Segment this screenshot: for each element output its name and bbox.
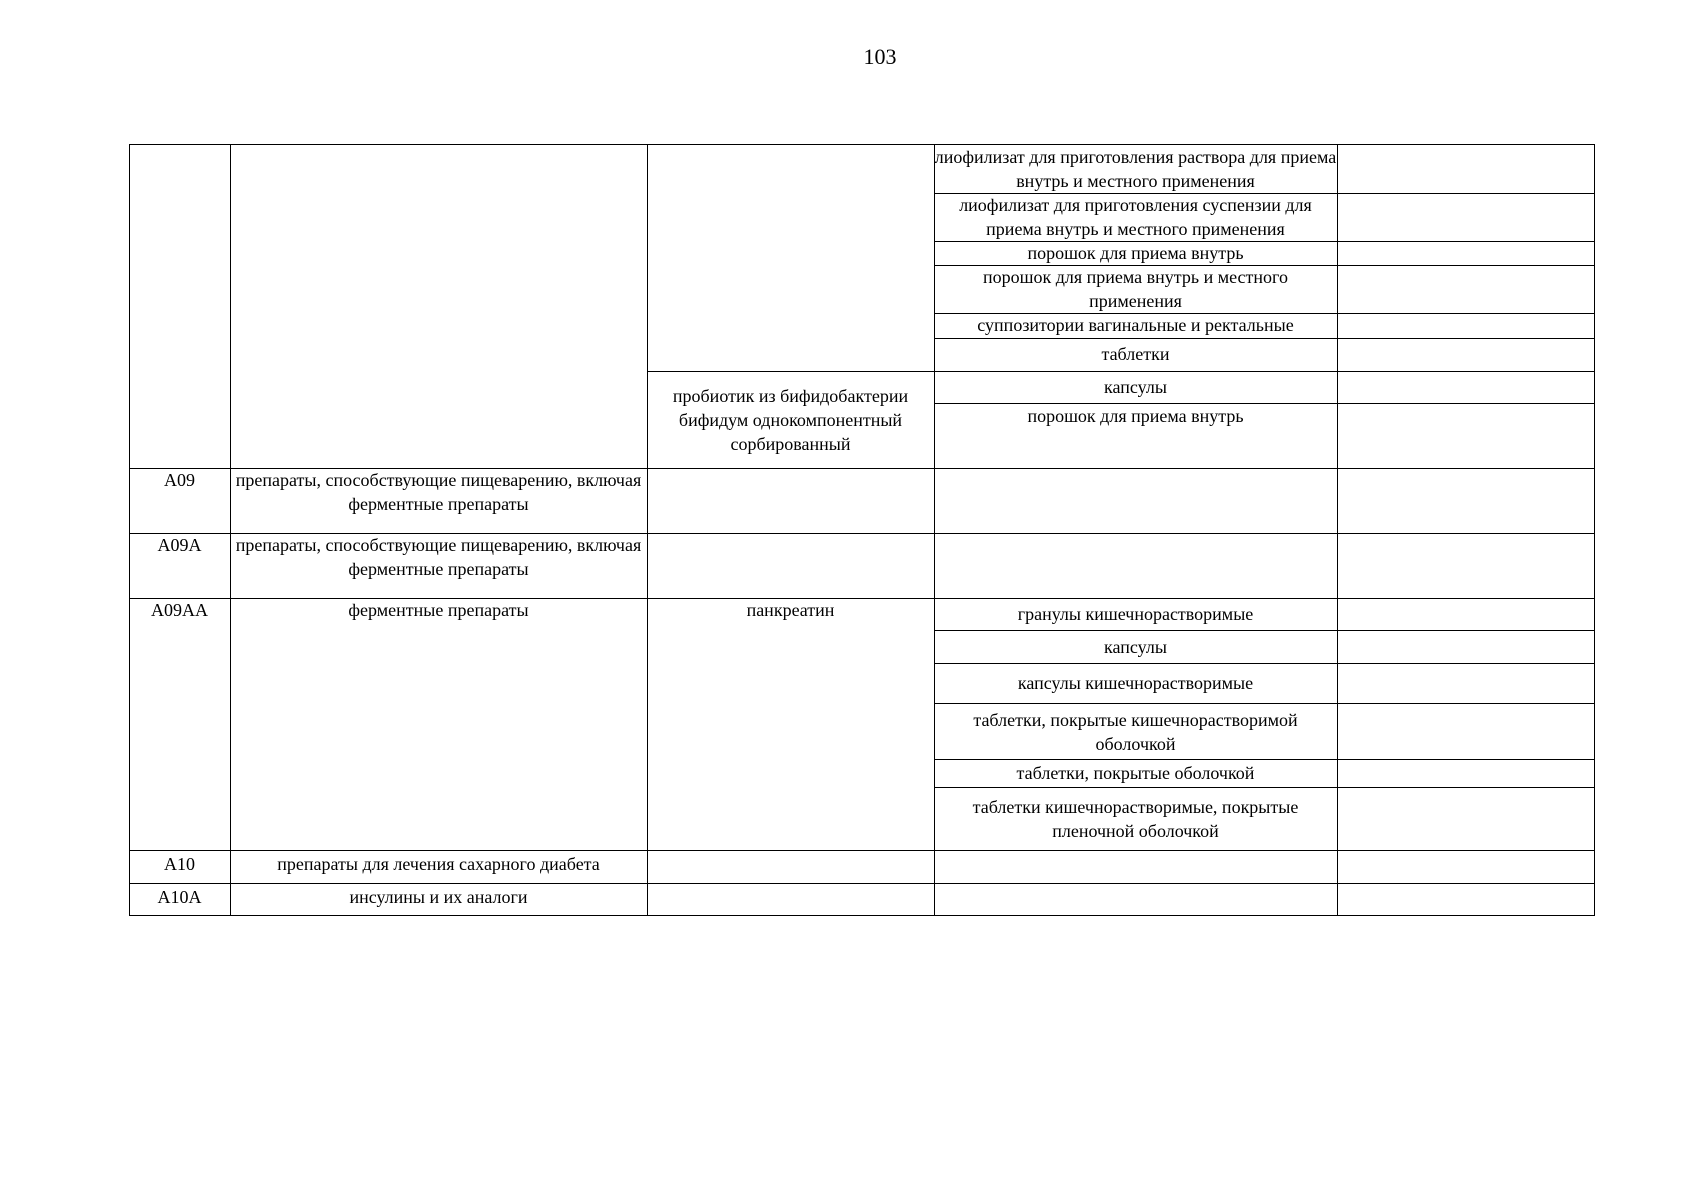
group-name-cell: препараты, способствующие пищеварению, включая ферментные препараты bbox=[235, 535, 642, 579]
dosage-form-cell: порошок для приема внутрь и местного применения bbox=[983, 267, 1288, 311]
group-name-cell: инсулины и их аналоги bbox=[349, 887, 528, 907]
dosage-form-cell: капсулы кишечнорастворимые bbox=[1017, 673, 1254, 693]
dosage-form-cell: лиофилизат для приготовления раствора для приема внутрь и местного применения bbox=[934, 147, 1337, 191]
atc-code-cell: A10 bbox=[164, 854, 195, 874]
row-divider bbox=[129, 883, 1595, 884]
column-divider bbox=[647, 144, 648, 916]
row-divider bbox=[934, 703, 1595, 704]
drug-name-cell: панкреатин bbox=[746, 600, 835, 620]
dosage-form-cell: лиофилизат для приготовления суспензии для приема внутрь и местного применения bbox=[959, 195, 1312, 239]
dosage-form-cell: таблетки, покрытые оболочкой bbox=[1016, 763, 1255, 783]
row-divider bbox=[129, 850, 1595, 851]
group-name-cell: препараты, способствующие пищеварению, включая ферментные препараты bbox=[235, 470, 642, 514]
row-divider bbox=[934, 630, 1595, 631]
table-border-top bbox=[129, 144, 1595, 145]
dosage-form-cell: капсулы bbox=[1104, 377, 1167, 397]
dosage-form-cell: капсулы bbox=[1104, 637, 1167, 657]
dosage-form-cell: таблетки, покрытые кишечнорастворимой оболочкой bbox=[973, 710, 1298, 754]
table-border-right bbox=[1594, 144, 1595, 916]
medication-table bbox=[129, 144, 1595, 916]
column-divider bbox=[230, 144, 231, 916]
dosage-form-cell: таблетки bbox=[1101, 344, 1170, 364]
group-name-cell: ферментные препараты bbox=[348, 600, 529, 620]
atc-code-cell: A09AA bbox=[151, 600, 208, 620]
table-border-left bbox=[129, 144, 130, 916]
dosage-form-cell: порошок для приема внутрь bbox=[1027, 243, 1244, 263]
dosage-form-cell: таблетки кишечнорастворимые, покрытые пленочной оболочкой bbox=[972, 797, 1299, 841]
atc-code-cell: A09A bbox=[157, 535, 202, 555]
dosage-form-cell: порошок для приема внутрь bbox=[1027, 406, 1244, 426]
page-number: 103 bbox=[863, 44, 897, 69]
row-divider bbox=[647, 371, 1595, 372]
group-name-cell: препараты для лечения сахарного диабета bbox=[277, 854, 600, 874]
atc-code-cell: A09 bbox=[164, 470, 195, 490]
dosage-form-cell: гранулы кишечнорастворимые bbox=[1017, 604, 1254, 624]
table-border-bottom bbox=[129, 915, 1595, 916]
drug-name-cell: пробиотик из бифидобактерии бифидум однокомпонентный сорбированный bbox=[672, 386, 909, 454]
row-divider bbox=[934, 338, 1595, 339]
row-divider bbox=[934, 787, 1595, 788]
row-divider bbox=[934, 759, 1595, 760]
column-divider bbox=[1337, 144, 1338, 916]
row-divider bbox=[934, 663, 1595, 664]
dosage-form-cell: суппозитории вагинальные и ректальные bbox=[977, 315, 1294, 335]
atc-code-cell: A10A bbox=[157, 887, 202, 907]
